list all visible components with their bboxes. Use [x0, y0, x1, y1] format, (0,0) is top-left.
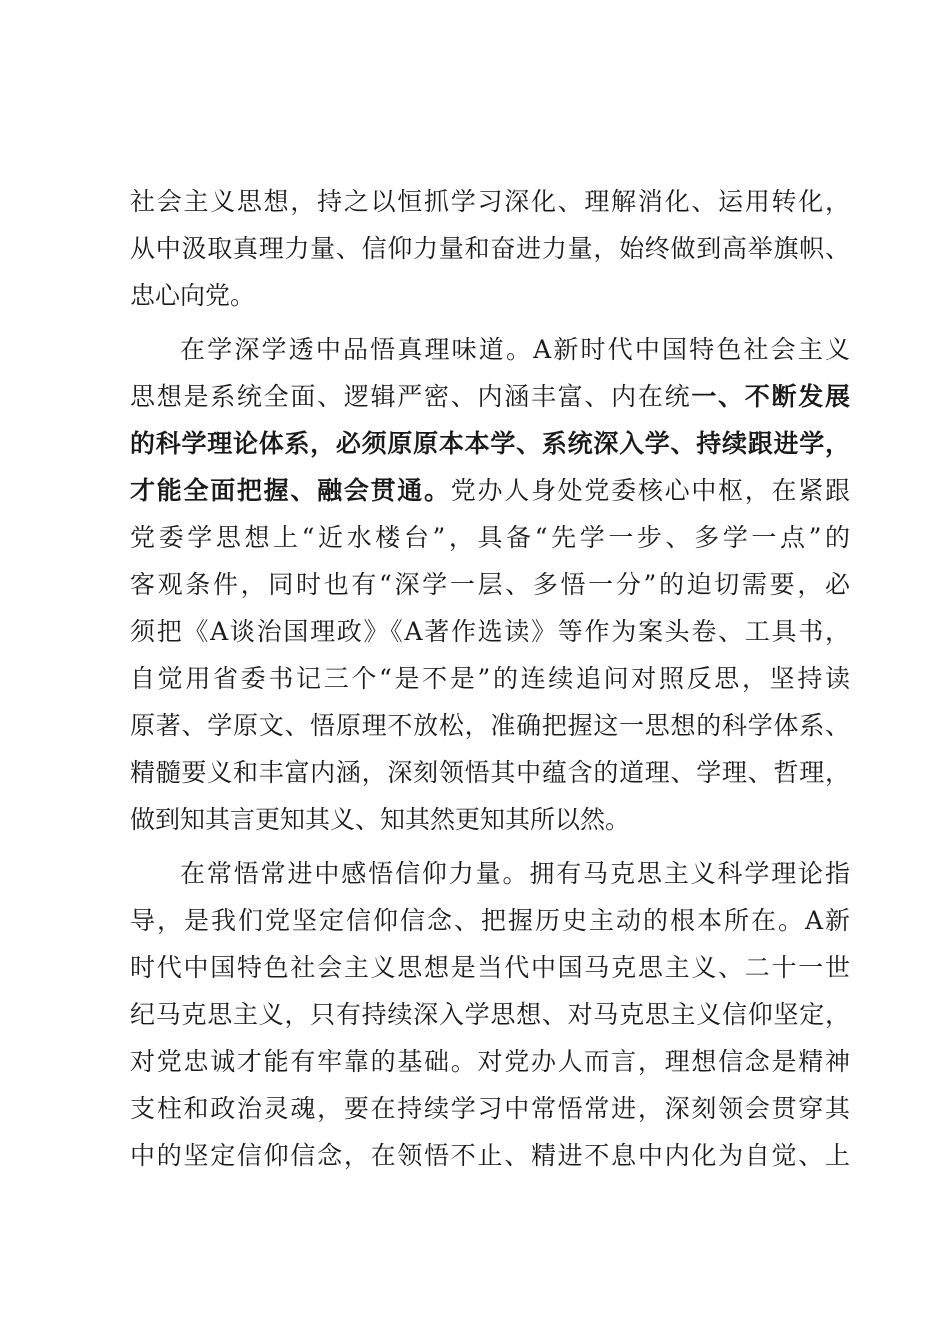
- text-line: 自觉用省委书记三个“是不是”的连续追问对照反思，坚持读: [130, 664, 850, 693]
- text-line: 在学深学透中品悟真理味道。A新时代中国特色社会主义: [180, 335, 850, 364]
- text-line: 忠心向党。: [130, 281, 256, 310]
- text-line: 在常悟常进中感悟信仰力量。拥有马克思主义科学理论指: [180, 859, 850, 888]
- text-line: 纪马克思主义，只有持续深入学思想、对马克思主义信仰坚定，: [130, 1000, 850, 1029]
- bold-text-span: 一、不断发展: [691, 382, 850, 411]
- paragraph-2: [130, 326, 850, 843]
- paragraph-3: [130, 850, 850, 1179]
- text-line: 社会主义思想，持之以恒抓学习深化、理解消化、运用转化，: [130, 187, 850, 216]
- paragraph-1: [130, 178, 850, 319]
- text-line: 对党忠诚才能有牢靠的基础。对党办人而言，理想信念是精神: [130, 1047, 850, 1076]
- text-line-mixed: [130, 467, 850, 514]
- document-body: [130, 178, 850, 1179]
- text-line: 导，是我们党坚定信仰信念、把握历史主动的根本所在。A新: [130, 906, 850, 935]
- text-line: 原著、学原文、悟原理不放松，准确把握这一思想的科学体系、: [130, 711, 850, 740]
- text-line: 客观条件，同时也有“深学一层、多悟一分”的迫切需要，必: [130, 570, 850, 599]
- text-line: 中的坚定信仰信念，在领悟不止、精进不息中内化为自觉、上: [130, 1141, 850, 1170]
- text-line-mixed: [130, 373, 850, 420]
- bold-text-line: 的科学理论体系，必须原原本本学、系统深入学、持续跟进学，: [130, 429, 850, 458]
- text-line: 精髓要义和丰富内涵，深刻领悟其中蕴含的道理、学理、哲理，: [130, 758, 850, 787]
- text-span: 党办人身处党委核心中枢，在紧跟: [450, 476, 850, 505]
- text-line: 做到知其言更知其义、知其然更知其所以然。: [130, 805, 631, 834]
- text-line: 须把《A谈治国理政》《A著作选读》等作为案头卷、工具书，: [130, 617, 850, 646]
- text-span: 思想是系统全面、逻辑严密、内涵丰富、内在统: [130, 382, 692, 411]
- text-line: 从中汲取真理力量、信仰力量和奋进力量，始终做到高举旗帜、: [130, 234, 850, 263]
- text-line: 时代中国特色社会主义思想是当代中国马克思主义、二十一世: [130, 953, 850, 982]
- bold-text-span: 才能全面把握、融会贯通。: [130, 476, 451, 505]
- text-line: 党委学思想上“近水楼台”，具备“先学一步、多学一点”的: [130, 523, 850, 552]
- text-line: 支柱和政治灵魂，要在持续学习中常悟常进，深刻领会贯穿其: [130, 1094, 850, 1123]
